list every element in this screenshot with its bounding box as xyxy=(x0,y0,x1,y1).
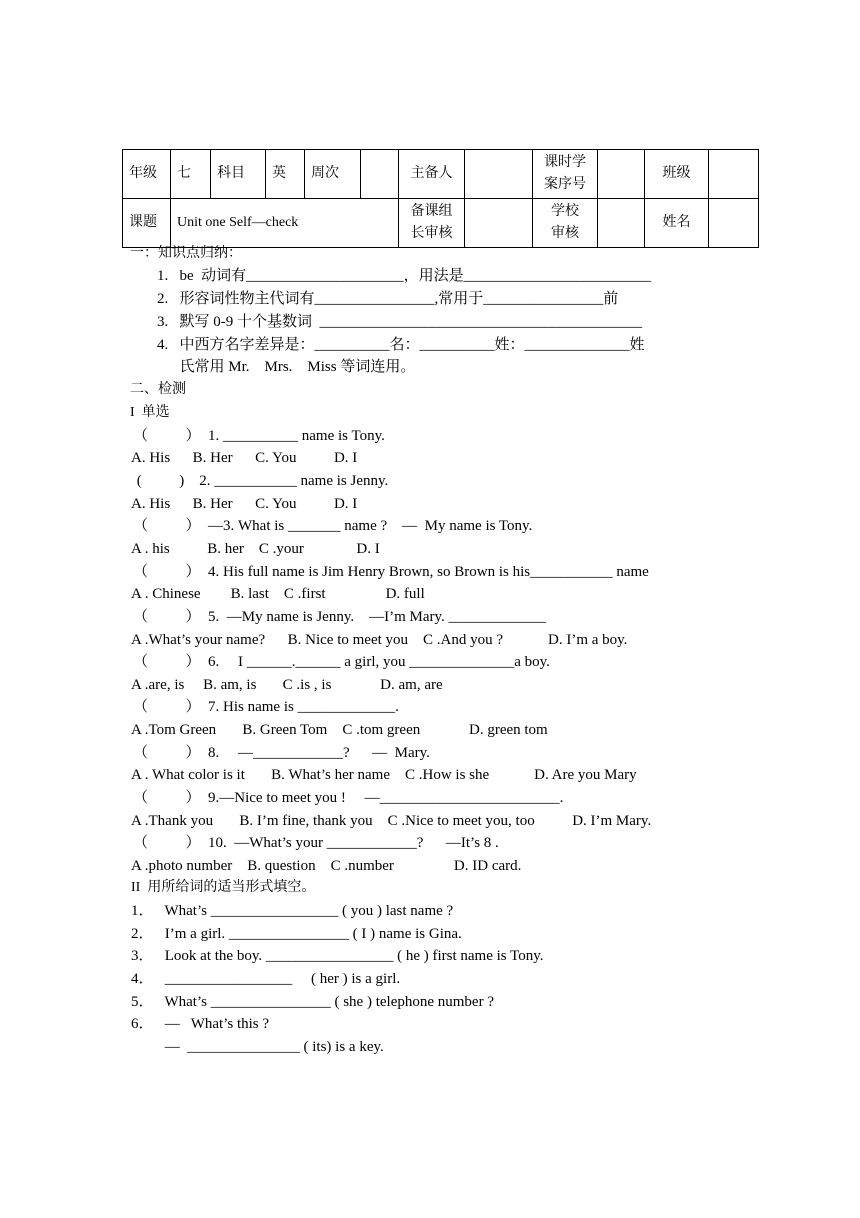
section1-item: 1. be 动词有_____________________，用法是_________________________ xyxy=(157,268,652,284)
section1-item: 2. 形容词性物主代词有________________,常用于________________前 xyxy=(157,291,619,307)
question-line: （ ） 7. His name is _____________. xyxy=(133,699,399,715)
preparer-label: 主备人 xyxy=(399,150,465,199)
class-value xyxy=(709,150,759,199)
question-line: （ ） 10. —What’s your ____________? —It’s 8 . xyxy=(133,835,499,851)
fill-blank-line: 1． What’s _________________ ( you ) last name ? xyxy=(131,903,454,919)
subject-label: 科目 xyxy=(211,150,266,199)
options-line: A. His B. Her C. You D. I xyxy=(131,496,358,512)
section1-item: 3. 默写 0-9 十个基数词 ___________________________________________ xyxy=(157,314,642,330)
section1-item: 4. 中西方名字差异是：__________名：__________姓：______________姓 xyxy=(157,337,645,353)
options-line: A. His B. Her C. You D. I xyxy=(131,450,358,466)
options-line: A .What’s your name? B. Nice to meet you C .And you ? D. I’m a boy. xyxy=(131,632,628,648)
group-review-value xyxy=(465,199,533,248)
question-line: （ ） 9.—Nice to meet you ! —________________________. xyxy=(133,790,564,806)
name-label: 姓名 xyxy=(645,199,709,248)
header-row-2 xyxy=(123,199,759,248)
question-line: ( ) 2. ___________ name is Jenny. xyxy=(133,473,389,489)
class-label: 班级 xyxy=(645,150,709,199)
header-row-1 xyxy=(123,150,759,199)
question-line: （ ） 5. —My name is Jenny. —I’m Mary. _____________ xyxy=(133,609,547,625)
options-line: A . What color is it B. What’s her name C .How is she D. Are you Mary xyxy=(131,767,637,783)
subject-value: 英 xyxy=(266,150,305,199)
preparer-value xyxy=(465,150,533,199)
school-review-label-line-1: 学校 xyxy=(551,204,579,219)
group-review-label xyxy=(399,199,465,248)
question-line: （ ） 1. __________ name is Tony. xyxy=(133,428,385,444)
section1-item: 氏常用 Mr. Mrs. Miss 等词连用。 xyxy=(157,359,416,375)
question-line: （ ） 4. His full name is Jim Henry Brown, so Brown is his___________ name xyxy=(133,564,649,580)
part2-title: II 用所给词的适当形式填空。 xyxy=(131,880,316,895)
school-review-label xyxy=(533,199,598,248)
topic-value: Unit one Self—check xyxy=(171,199,399,248)
fill-blank-line: 5． What’s ________________ ( she ) telephone number ? xyxy=(131,994,494,1010)
options-line: A . his B. her C .your D. I xyxy=(131,541,380,557)
options-line: A .Tom Green B. Green Tom C .tom green D. green tom xyxy=(131,722,548,738)
lesson-number-label-line-1: 课时学 xyxy=(544,155,586,170)
lesson-number-value xyxy=(598,150,645,199)
school-review-label-line-2: 审核 xyxy=(551,226,579,241)
options-line: A .are, is B. am, is C .is , is D. am, are xyxy=(131,677,443,693)
grade-label: 年级 xyxy=(123,150,171,199)
topic-label: 课题 xyxy=(123,199,171,248)
fill-blank-line: 3． Look at the boy. _________________ ( he ) first name is Tony. xyxy=(131,948,544,964)
options-line: A . Chinese B. last C .first D. full xyxy=(131,586,425,602)
week-label: 周次 xyxy=(305,150,361,199)
options-line: A .Thank you B. I’m fine, thank you C .Nice to meet you, too D. I’m Mary. xyxy=(131,813,652,829)
group-review-label-line-1: 备课组 xyxy=(410,204,453,219)
fill-blank-line: 4． _________________ ( her ) is a girl. xyxy=(131,971,401,987)
question-line: （ ） 8. —____________? — Mary. xyxy=(133,745,430,761)
name-value xyxy=(709,199,759,248)
header-table xyxy=(122,149,759,248)
part1-title: I 单选 xyxy=(130,405,170,420)
question-line: （ ） 6. I ______.______ a girl, you ______________a boy. xyxy=(133,654,550,670)
fill-blank-line: — _______________ ( its) is a key. xyxy=(131,1039,384,1055)
group-review-label-line-2: 长审核 xyxy=(410,226,453,241)
fill-blank-line: 2． I’m a girl. ________________ ( I ) name is Gina. xyxy=(131,926,462,942)
question-line: （ ） —3. What is _______ name ? — My name is Tony. xyxy=(133,518,533,534)
section1-title: 一：知识点归纳： xyxy=(130,246,242,261)
week-value xyxy=(361,150,399,199)
fill-blank-line: 6． — What’s this ? xyxy=(131,1016,270,1032)
options-line: A .photo number B. question C .number D. ID card. xyxy=(131,858,522,874)
lesson-number-label xyxy=(533,150,598,199)
lesson-number-label-line-2: 案序号 xyxy=(544,177,586,192)
section2-title: 二、检测 xyxy=(130,382,186,397)
grade-value: 七 xyxy=(171,150,211,199)
school-review-value xyxy=(598,199,645,248)
